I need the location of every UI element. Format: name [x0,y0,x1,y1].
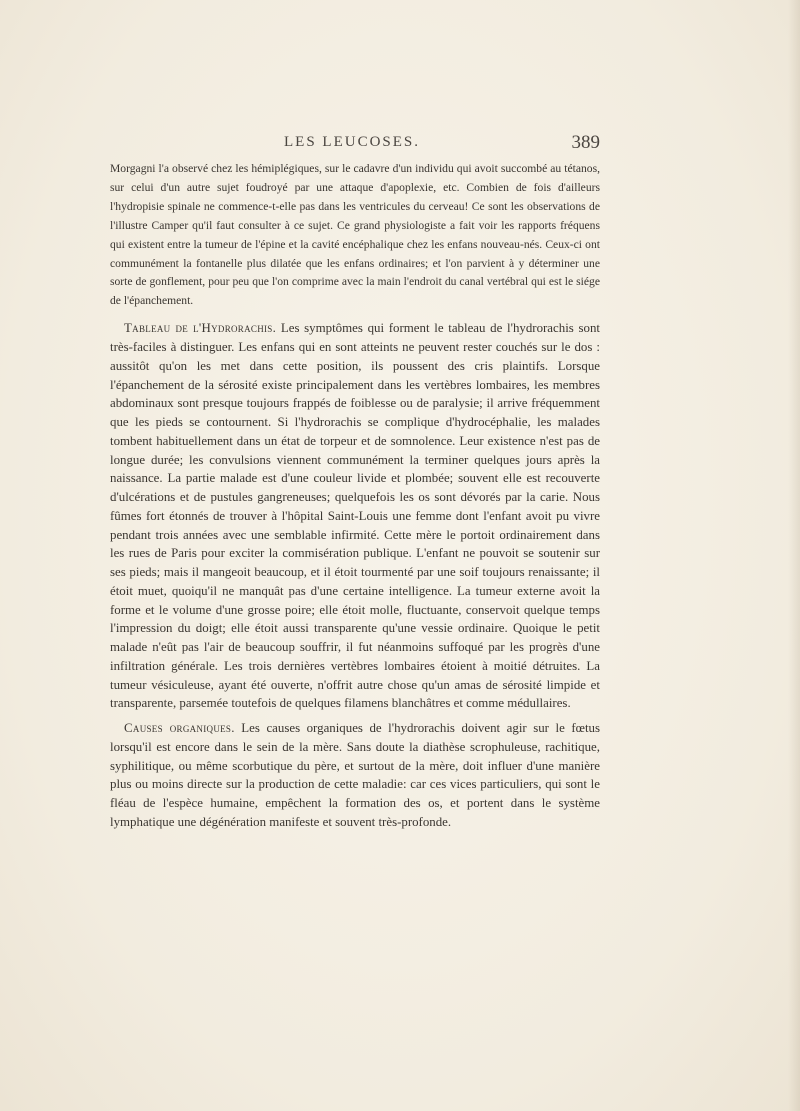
causes-text: Les causes organiques de l'hydrorachis doivent agir sur le fœtus lorsqu'il est encore dans le sein de la mère. Sans doute la diathèse scrophuleuse, rachitique, syphilitique, ou même scorbutique du père, et surtout de la mère, doit influer d'une manière plus ou moins directe sur la production de cette maladie: car ces vices particuliers, qui sont le fléau de l'espèce humaine, empêchent la formation des os, et portent dans le système lymphatique une dégénération manifeste et souvent très-profonde. [110,721,600,829]
causes-paragraph [110,719,600,832]
running-head: LES LEUCOSES. [284,134,421,150]
intro-paragraph: Morgagni l'a observé chez les hémiplégiques, sur le cadavre d'un individu qui avoit succombé au tétanos, sur celui d'un autre sujet foudroyé par une attaque d'apoplexie, etc. Combien de fois d'ailleurs l'hydropisie spinale ne commence-t-elle pas dans les ventricules du cerveau! Ce sont les observations de l'illustre Camper qu'il faut consulter à ce sujet. Ce grand physiologiste a fait voir les rapports fréquens qui existent entre la tumeur de l'épine et la cavité encéphalique chez les enfans nouveau-nés. Ceux-ci ont communément la fontanelle plus dilatée que les enfans ordinaires; et l'on parvient à y déterminer une sorte de gonflement, pour peu que l'on comprime avec la main l'endroit du canal vertébral qui est le siége de l'épanchement. [110,162,600,308]
tableau-heading: Tableau de l'Hydrorachis. [124,321,277,336]
body-text [110,160,600,838]
tableau-paragraph [110,319,600,713]
page-header [110,132,600,156]
causes-heading: Causes organiques. [124,721,235,735]
tableau-text: Les symptômes qui forment le tableau de l'hydrorachis sont très-faciles à distinguer. Les enfans qui en sont atteints ne peuvent rester couchés sur le dos : aussitôt qu'on les met dans cette position, ils poussent des cris plaintifs. Lorsque l'épanchement de la sérosité existe principalement dans les vertèbres lombaires, les membres abdominaux sont presque toujours frappés de foiblesse ou de paralysie; il arrive fréquemment que les pieds se contournent. Si l'hydrorachis se complique d'hydrocéphalie, les malades tombent habituellement dans un état de torpeur et de somnolence. Leur existence n'est pas de longue durée; les convulsions viennent communément la terminer quelques jours après la naissance. La partie malade est d'une couleur livide et plombée; souvent elle est recouverte d'ulcérations et de pustules gangreneuses; quelquefois les os sont dévorés par la carie. Nous fûmes fort étonnés de trouver à l'hôpital Saint-Louis une femme dont l'enfant avoit pu vivre pendant trois années avec une semblable infirmité. Cette mère le portoit ordinairement dans les rues de Paris pour exciter la commisération publique. L'enfant ne pouvoit se soutenir sur ses pieds; mais il mangeoit beaucoup, et il étoit tourmenté par une soif toujours renaissante; il étoit muet, quoiqu'il ne manquât pas d'une certaine intelligence. La tumeur externe avoit la forme et le volume d'une grosse poire; elle étoit molle, fluctuante, conservoit quelque temps l'impression du doigt; elle étoit aussi transparente qu'une vessie ordinaire. Quoique le petit malade n'eût pas l'air de beaucoup souffrir, il fut néanmoins suffoqué par les progrès d'une infiltration générale. Les trois dernières vertèbres lombaires étoient à moitié détruites. La tumeur vésiculeuse, ayant été ouverte, n'offrit autre chose qu'un amas de sérosité limpide et transparente, parsemée toutefois de quelques filamens blanchâtres et comme médullaires. [110,321,600,711]
page-number: 389 [571,132,600,153]
page-edge-shadow [788,0,800,1111]
